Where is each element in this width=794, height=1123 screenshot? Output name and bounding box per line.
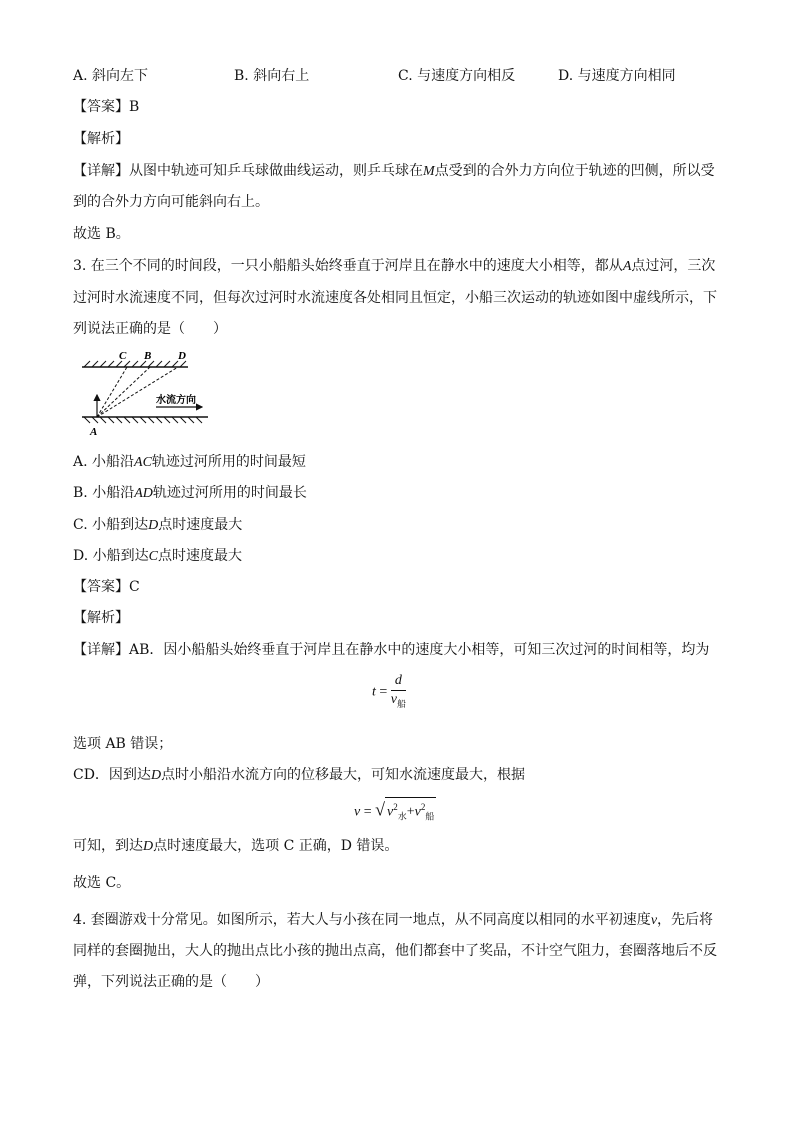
q2-option-a: A. 斜向左下 bbox=[73, 68, 149, 84]
trajectory-ab bbox=[97, 367, 150, 417]
q3-stem-line-3: 列说法正确的是（ ） bbox=[73, 321, 227, 337]
formula-subscript: 船 bbox=[397, 698, 407, 709]
q3-option-var: AC bbox=[134, 455, 152, 470]
q3-detail-line-4 bbox=[73, 836, 398, 857]
q3-stem-text: 3. 在三个不同的时间段，一只小船船头始终垂直于河岸且在静水中的速度大小相等，都从 bbox=[73, 258, 623, 274]
q3-answer: 【答案】C bbox=[73, 579, 140, 595]
formula-var: t bbox=[372, 684, 376, 700]
q4-stem-line-2: 同样的套圈抛出，大人的抛出点比小孩的抛出点高，他们都套中了奖品，不计空气阻力，套圈落地后不反 bbox=[73, 943, 717, 959]
formula-var: v bbox=[414, 804, 421, 820]
formula-fraction bbox=[391, 672, 406, 713]
formula-superscript: 2 bbox=[420, 802, 426, 812]
formula-time bbox=[372, 672, 406, 713]
formula-subscript: 船 bbox=[425, 811, 435, 822]
q2-detail-text: 【详解】从图中轨迹可知乒乓球做曲线运动，则乒乓球在 bbox=[73, 163, 423, 179]
sqrt-icon: √ bbox=[375, 799, 386, 820]
q3-option-text: 点时速度最大 bbox=[157, 548, 242, 564]
label-a: A bbox=[90, 426, 98, 438]
q3-stem-text: 点过河，三次 bbox=[631, 258, 716, 274]
formula-op: = bbox=[379, 684, 388, 700]
q4-stem-text: 4. 套圈游戏十分常见。如图所示，若大人与小孩在同一地点，从不同高度以相同的水平初速度 bbox=[73, 912, 651, 928]
q2-option-c: C. 与速度方向相反 bbox=[398, 68, 516, 84]
q3-option-b bbox=[73, 483, 307, 504]
q3-stem-line-1 bbox=[73, 256, 715, 277]
formula-op: + bbox=[406, 804, 415, 820]
q2-detail-line-2: 到的合外力方向可能斜向右上。 bbox=[73, 194, 269, 210]
fraction-numerator: d bbox=[391, 672, 406, 691]
q4-stem-var: v bbox=[650, 913, 658, 928]
formula-op: = bbox=[363, 804, 372, 820]
q3-option-var: C bbox=[148, 549, 158, 564]
q2-option-d: D. 与速度方向相同 bbox=[558, 68, 676, 84]
q3-option-text: C. 小船到达 bbox=[73, 517, 149, 533]
q3-option-var: D bbox=[148, 518, 159, 533]
q3-option-d bbox=[73, 546, 242, 567]
q4-stem-text: ，先后将 bbox=[657, 912, 714, 928]
q3-option-text: 轨迹过河所用的时间最短 bbox=[151, 454, 306, 470]
q3-option-text: 轨迹过河所用的时间最长 bbox=[152, 485, 307, 501]
q3-analysis-label: 【解析】 bbox=[73, 610, 129, 626]
q3-option-text: A. 小船沿 bbox=[73, 454, 135, 470]
formula-subscript: 水 bbox=[397, 811, 407, 822]
formula-velocity bbox=[354, 797, 436, 825]
label-c: C bbox=[119, 350, 127, 362]
q2-analysis-label: 【解析】 bbox=[73, 131, 129, 147]
q2-detail-text: 点受到的合外力方向位于轨迹的凹侧，所以受 bbox=[434, 163, 715, 179]
q3-detail-line-1: 【详解】AB．因小船船头始终垂直于河岸且在静水中的速度大小相等，可知三次过河的时间相等，均为 bbox=[73, 642, 710, 658]
q3-option-text: D. 小船到达 bbox=[73, 548, 149, 564]
formula-var: v bbox=[387, 804, 394, 820]
q3-detail-line-3 bbox=[73, 765, 525, 786]
q3-option-text: B. 小船沿 bbox=[73, 485, 135, 501]
q3-detail-line-2: 选项 AB 错误； bbox=[73, 736, 173, 752]
q4-stem-line-3: 弹，下列说法正确的是（ ） bbox=[73, 974, 269, 990]
q3-conclusion: 故选 C。 bbox=[73, 875, 131, 891]
q3-detail-text: 点时小船沿水流方向的位移最大，可知水流速度最大，根据 bbox=[161, 767, 526, 783]
label-b: B bbox=[144, 350, 152, 362]
q4-stem-line-1 bbox=[73, 910, 713, 931]
q3-stem-var: A bbox=[622, 259, 632, 274]
river-crossing-diagram bbox=[70, 345, 220, 440]
q3-option-c bbox=[73, 515, 242, 536]
top-bank-hatch bbox=[84, 361, 186, 367]
q3-option-a bbox=[73, 452, 306, 473]
formula-var: v bbox=[390, 692, 398, 707]
formula-var: v bbox=[354, 804, 361, 820]
fraction-denominator bbox=[391, 691, 406, 713]
q2-conclusion: 故选 B。 bbox=[73, 226, 130, 242]
trajectory-ad bbox=[97, 367, 178, 417]
q3-detail-text: 可知，到达 bbox=[73, 838, 143, 854]
q3-option-var: AD bbox=[134, 486, 153, 501]
label-flow-direction: 水流方向 bbox=[156, 395, 196, 406]
q3-detail-text: 点时速度最大，选项 C 正确，D 错误。 bbox=[153, 838, 399, 854]
q3-detail-var: D bbox=[150, 768, 162, 783]
q3-detail-var: D bbox=[143, 839, 154, 854]
label-d: D bbox=[178, 350, 186, 362]
sqrt-radicand bbox=[385, 797, 436, 825]
trajectory-ac bbox=[97, 367, 127, 417]
q2-answer: 【答案】B bbox=[73, 99, 140, 115]
q3-stem-line-2: 过河时水流速度不同，但每次过河时水流速度各处相同且恒定，小船三次运动的轨迹如图中虚线所示，下 bbox=[73, 290, 717, 306]
formula-superscript: 2 bbox=[393, 802, 398, 812]
q2-detail-var: M bbox=[423, 164, 435, 179]
q3-detail-text: CD．因到达 bbox=[73, 767, 151, 783]
bottom-bank-hatch bbox=[84, 417, 202, 423]
q2-option-b: B. 斜向右上 bbox=[234, 68, 310, 84]
q3-option-text: 点时速度最大 bbox=[158, 517, 243, 533]
q2-detail-line-1 bbox=[73, 161, 715, 182]
